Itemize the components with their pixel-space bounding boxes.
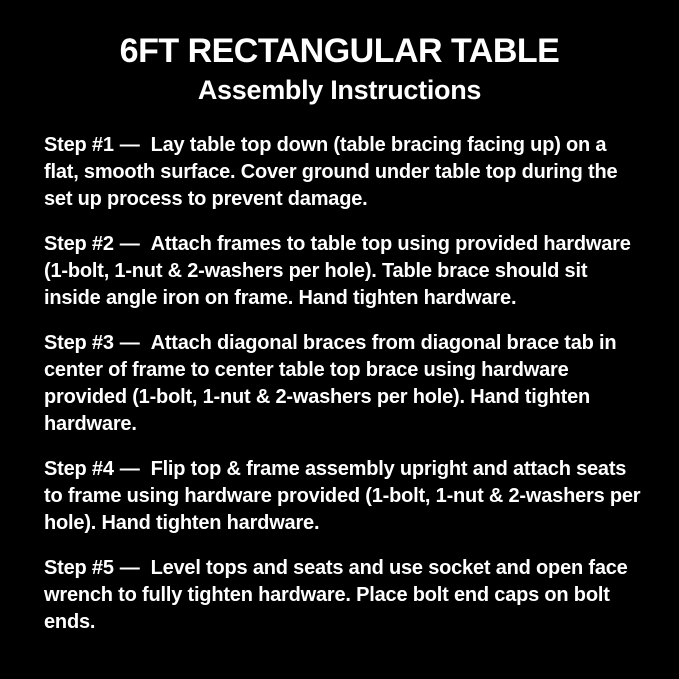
step-3-label: Step #3: [44, 332, 114, 354]
step-1-text: Lay table top down (table bracing facing up) on a flat, smooth surface. Cover ground under table top during the set up process to prevent damage.: [44, 134, 618, 210]
step-1-label: Step #1: [44, 134, 114, 156]
step-3-dash: —: [119, 332, 140, 354]
step-5-dash: —: [119, 557, 140, 579]
page-title: 6FT RECTANGULAR TABLE: [119, 32, 560, 70]
step-5-label: Step #5: [44, 557, 114, 579]
step-5-text: Level tops and seats and use socket and open face wrench to fully tighten hardware. Place bolt end caps on bolt ends.: [44, 557, 628, 633]
step-2-dash: —: [119, 233, 140, 255]
step-4-text: Flip top & frame assembly upright and attach seats to frame using hardware provided (1-bolt, 1-nut & 2-washers per hole). Hand tighten hardware.: [44, 458, 641, 534]
page-subtitle: Assembly Instructions: [197, 75, 482, 105]
step-2-label: Step #2: [44, 233, 114, 255]
step-2-paragraph: [44, 231, 643, 312]
step-3-text: Attach diagonal braces from diagonal brace tab in center of frame to center table top brace using hardware provided (1-bolt, 1-nut & 2-washers per hole). Hand tighten hardware.: [44, 332, 617, 435]
step-3-paragraph: [44, 330, 643, 438]
step-2-text: Attach frames to table top using provided hardware (1-bolt, 1-nut & 2-washers per hole). Table brace should sit inside angle iron on frame. Hand tighten hardware.: [44, 233, 631, 309]
steps-list: [0, 132, 679, 636]
step-4-label: Step #4: [44, 458, 114, 480]
step-4-dash: —: [119, 458, 140, 480]
step-4-paragraph: [44, 456, 643, 537]
step-1-paragraph: [44, 132, 643, 213]
step-5-paragraph: [44, 555, 643, 636]
step-1-dash: —: [119, 134, 140, 156]
